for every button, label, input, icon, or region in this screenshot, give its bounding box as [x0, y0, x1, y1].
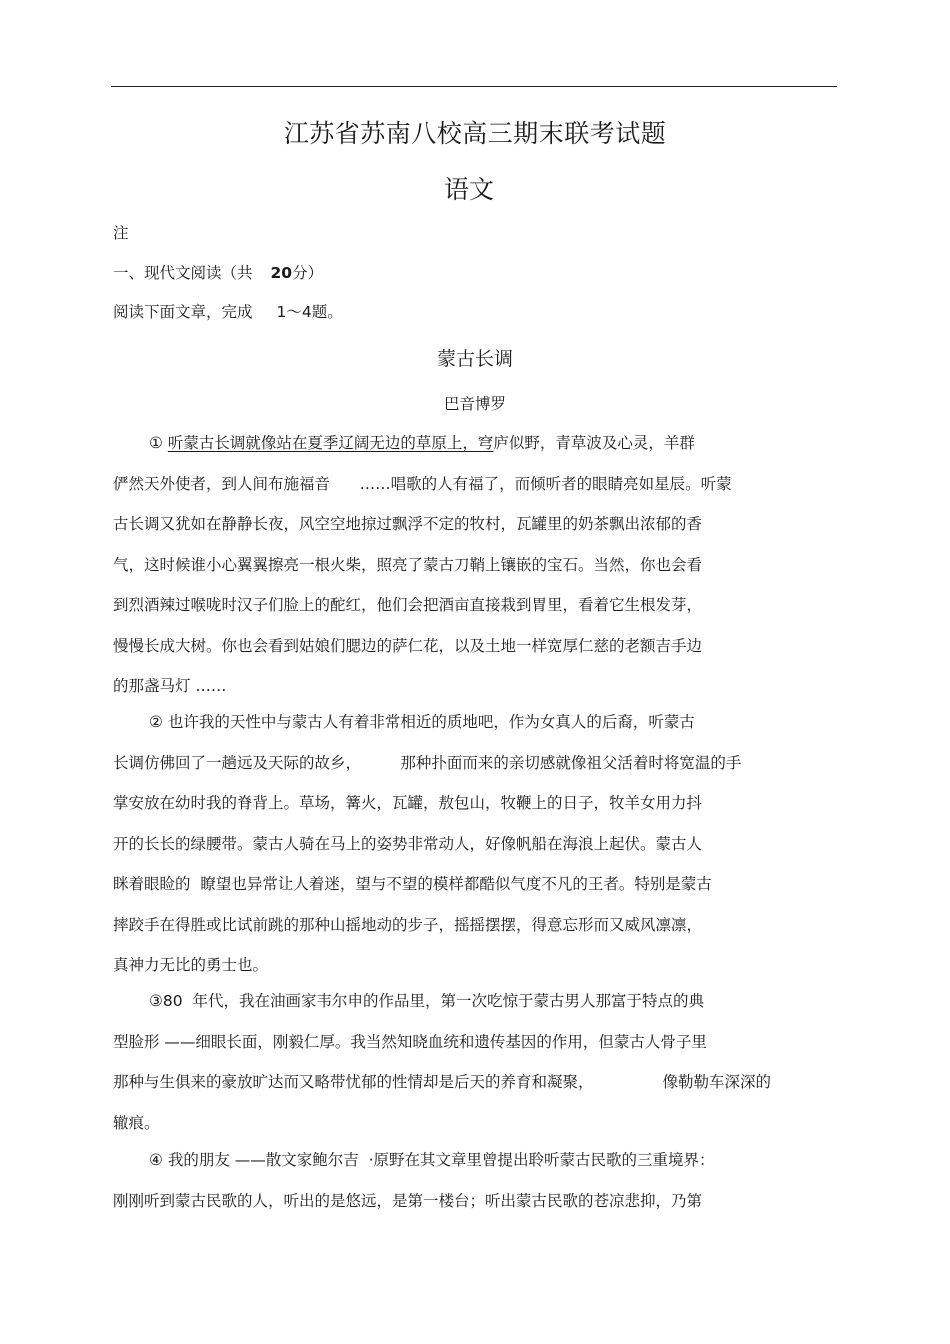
p1-line-6: 慢慢长成大树。你也会看到姑娘们腮边的萨仁花，以及土地一样宽厚仁慈的老额吉手边: [113, 636, 703, 655]
p2-line-7: 真神力无比的勇士也。: [113, 956, 269, 974]
section-heading-suffix: 分）: [292, 264, 324, 282]
p2-line-2: 长调仿佛回了一趟远及天际的故乡， 那种扑面而来的亲切感就像祖父活着时将宽温的手: [113, 753, 742, 772]
p1-marker: ①: [149, 434, 163, 452]
instruction-suffix: 题。: [311, 303, 343, 321]
p1-line-3: 古长调又犹如在静静长夜，风空空地掠过飘浮不定的牧村，瓦罐里的奶茶飘出浓郁的香: [113, 515, 703, 533]
question-range: 1～4: [276, 303, 312, 321]
header-rule: [111, 86, 837, 87]
instruction-prefix: 阅读下面文章，完成: [113, 303, 253, 321]
p3-line-4: 辙痕。: [113, 1113, 160, 1132]
p2-line-5: 眯着眼睑的 瞭望也异常让人着迷，望与不望的模样都酷似气度不凡的王者。特别是蒙古: [113, 875, 712, 893]
p1-line-2: 俨然天外使者，到人间布施福音 ……唱歌的人有福了，而倾听者的眼睛亮如星辰。听蒙: [113, 474, 732, 493]
paragraph-1: [113, 431, 833, 715]
p1-line-1-rest: 庐似野，青草波及心灵，羊群: [493, 434, 695, 452]
p1-underlined-sentence: 听蒙古长调就像站在夏季辽阔无边的草原上，穹: [167, 434, 494, 452]
paragraph-2: [113, 710, 833, 994]
p4-line-2: 刚刚听到蒙古民歌的人，听出的是悠远，是第一楼台；听出蒙古民歌的苍凉悲抑，乃第: [113, 1191, 703, 1210]
p2-line-3: 掌安放在幼时我的脊背上。草场，篝火，瓦罐，敖包山，牧鞭上的日子，牧羊女用力抖: [113, 794, 703, 812]
section-heading-prefix: 一、现代文阅读（共: [113, 264, 253, 282]
section-instruction: [113, 300, 343, 322]
p2-line-4: 开的长长的绿腰带。蒙古人骑在马上的姿势非常动人，好像帆船在海浪上起伏。蒙古人: [113, 834, 703, 853]
exam-title: 江苏省苏南八校高三期末联考试题: [283, 119, 667, 148]
p1-line-5: 到烈酒辣过喉咙时汉子们脸上的酡红，他们会把酒亩直接栽到胃里，看着它生根发芽，: [113, 596, 703, 614]
section-points: 20: [270, 264, 293, 282]
section-heading: [113, 261, 323, 283]
p2-line-1: ② 也许我的天性中与蒙古人有着非常相近的质地吧，作为女真人的后裔，听蒙古: [149, 713, 695, 731]
p3-line-2: 型脸形 ——细眼长面，刚毅仁厚。我当然知晓血统和遗传基因的作用，但蒙古人骨子里: [113, 1032, 707, 1051]
p1-line-1: [113, 431, 833, 472]
article-title: 蒙古长调: [436, 348, 513, 370]
notes-label: 注: [113, 224, 129, 242]
p3-line-3: 那种与生俱来的豪放旷达而又略带忧郁的性情却是后天的养育和凝聚， 像勒勒车深深的: [113, 1073, 771, 1091]
paragraph-3: [113, 989, 833, 1151]
p4-line-1: ④ 我的朋友 ——散文家鲍尔吉 ·原野在其文章里曾提出聆听蒙古民歌的三重境界：: [149, 1151, 715, 1169]
p1-line-7: 的那盏马灯 ……: [113, 677, 227, 695]
subject-title: 语文: [443, 175, 494, 204]
p1-line-4: 气，这时候谁小心翼翼擦亮一根火柴，照亮了蒙古刀鞘上镶嵌的宝石。当然，你也会看: [113, 555, 703, 574]
article-author: 巴音博罗: [443, 395, 506, 413]
paragraph-4: [113, 1148, 833, 1229]
p2-line-6: 摔跤手在得胜或比试前跳的那种山摇地动的步子，摇摇摆摆，得意忘形而又威风凛凛，: [113, 915, 703, 934]
p3-line-1: ③80 年代，我在油画家韦尔申的作品里，第一次吃惊于蒙古男人那富于特点的典: [149, 992, 704, 1010]
